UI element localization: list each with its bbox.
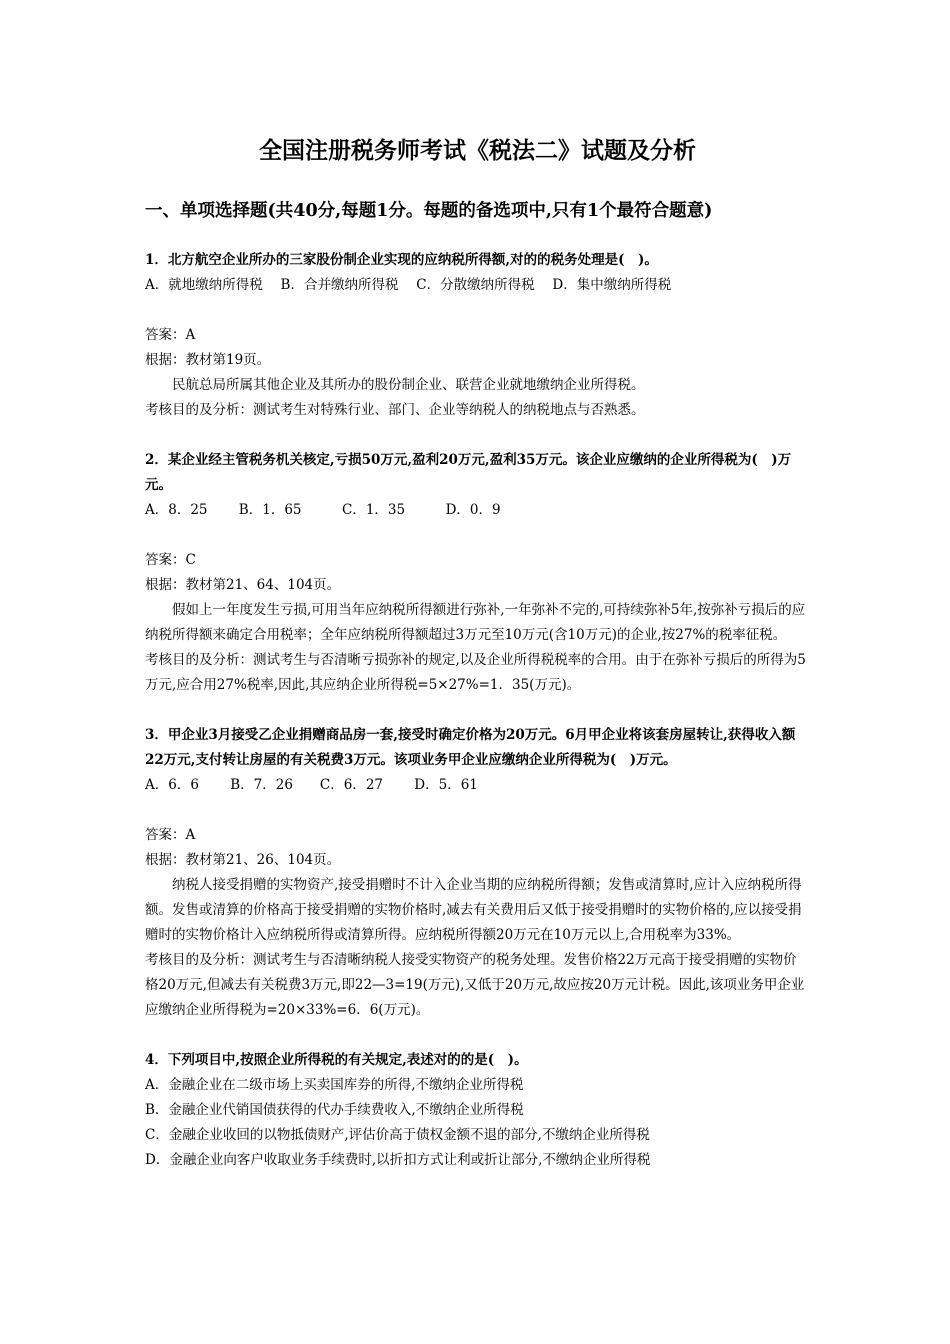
basis: 根据：教材第21、64、104页。 bbox=[145, 577, 341, 593]
explanation: 纳税人接受捐赠的实物资产,接受捐赠时不计入企业当期的应纳税所得额；发售或清算时,应计入应纳税所得额。发售或清算的价格高于接受捐赠的实物价格时,减去有关费用后又低于接受捐赠时的实物价格的,应以接受捐赠时的实物价格计入应纳税所得或清算所得。应纳税所得额20万元在10万元以上,合用税率为33%。 bbox=[145, 877, 802, 943]
analysis: 考核目的及分析：测试考生对特殊行业、部门、企业等纳税人的纳税地点与否熟悉。 bbox=[145, 402, 645, 418]
question-stem: 2．某企业经主管税务机关核定,亏损50万元,盈利20万元,盈利35万元。该企业应缴纳的企业所得税为( )万元。 bbox=[145, 452, 792, 493]
question-stem: 3．甲企业3月接受乙企业捐赠商品房一套,接受时确定价格为20万元。6月甲企业将该套房屋转让,获得收入额22万元,支付转让房屋的有关税费3万元。该项业务甲企业应缴纳企业所得税为( )万元。 bbox=[145, 727, 796, 768]
option-c: C．金融企业收回的以物抵债财产,评估价高于债权金额不退的部分,不缴纳企业所得税 bbox=[145, 1127, 650, 1143]
option-b: B．金融企业代销国债获得的代办手续费收入,不缴纳企业所得税 bbox=[145, 1102, 524, 1118]
answer: 答案：C bbox=[145, 552, 196, 568]
answer: 答案：A bbox=[145, 327, 196, 343]
answer: 答案：A bbox=[145, 827, 196, 843]
analysis: 考核目的及分析：测试考生与否清晰纳税人接受实物资产的税务处理。发售价格22万元高于接受捐赠的实物价格20万元,但减去有关税费3万元,即22—3=19(万元),又低于20万元,故应按20万元计税。因此,该项业务甲企业应缴纳企业所得税为=20×33%=6．6(万元)。 bbox=[145, 952, 805, 1018]
explanation: 假如上一年度发生亏损,可用当年应纳税所得额进行弥补,一年弥补不完的,可持续弥补5年,按弥补亏损后的应纳税所得额来确定合用税率；全年应纳税所得额超过3万元至10万元(含10万元)的企业,按27%的税率征税。 bbox=[145, 602, 806, 643]
basis: 根据：教材第19页。 bbox=[145, 352, 271, 368]
question-2 bbox=[145, 448, 810, 698]
question-1 bbox=[145, 248, 810, 423]
basis: 根据：教材第21、26、104页。 bbox=[145, 852, 341, 868]
question-stem: 4．下列项目中,按照企业所得税的有关规定,表述对的的是( )。 bbox=[145, 1052, 528, 1068]
question-options: A．6．6 B．7．26 C．6．27 D．5．61 bbox=[145, 777, 478, 793]
option-a: A．金融企业在二级市场上买卖国库券的所得,不缴纳企业所得税 bbox=[145, 1077, 524, 1093]
analysis: 考核目的及分析：测试考生与否清晰亏损弥补的规定,以及企业所得税税率的合用。由于在弥补亏损后的所得为5万元,应合用27%税率,因此,其应纳企业所得税=5×27%=1．35(万元)。 bbox=[145, 652, 806, 693]
option-d: D．金融企业向客户收取业务手续费时,以折扣方式让利或折让部分,不缴纳企业所得税 bbox=[145, 1152, 651, 1168]
question-options: A．就地缴纳所得税 B．合并缴纳所得税 C．分散缴纳所得税 D．集中缴纳所得税 bbox=[145, 277, 672, 293]
document-title: 全国注册税务师考试《税法二》试题及分析 bbox=[259, 137, 696, 164]
question-list bbox=[145, 248, 810, 1198]
question-3 bbox=[145, 723, 810, 1023]
question-4 bbox=[145, 1048, 810, 1173]
section-title: 一、单项选择题(共40分,每题1分。每题的备选项中,只有1个最符合题意) bbox=[145, 201, 713, 221]
question-stem: 1．北方航空企业所办的三家股份制企业实现的应纳税所得额,对的的税务处理是( )。 bbox=[145, 252, 658, 268]
question-options: A．8．25 B．1．65 C．1．35 D．0．9 bbox=[145, 502, 501, 518]
explanation: 民航总局所属其他企业及其所办的股份制企业、联营企业就地缴纳企业所得税。 bbox=[172, 377, 645, 393]
